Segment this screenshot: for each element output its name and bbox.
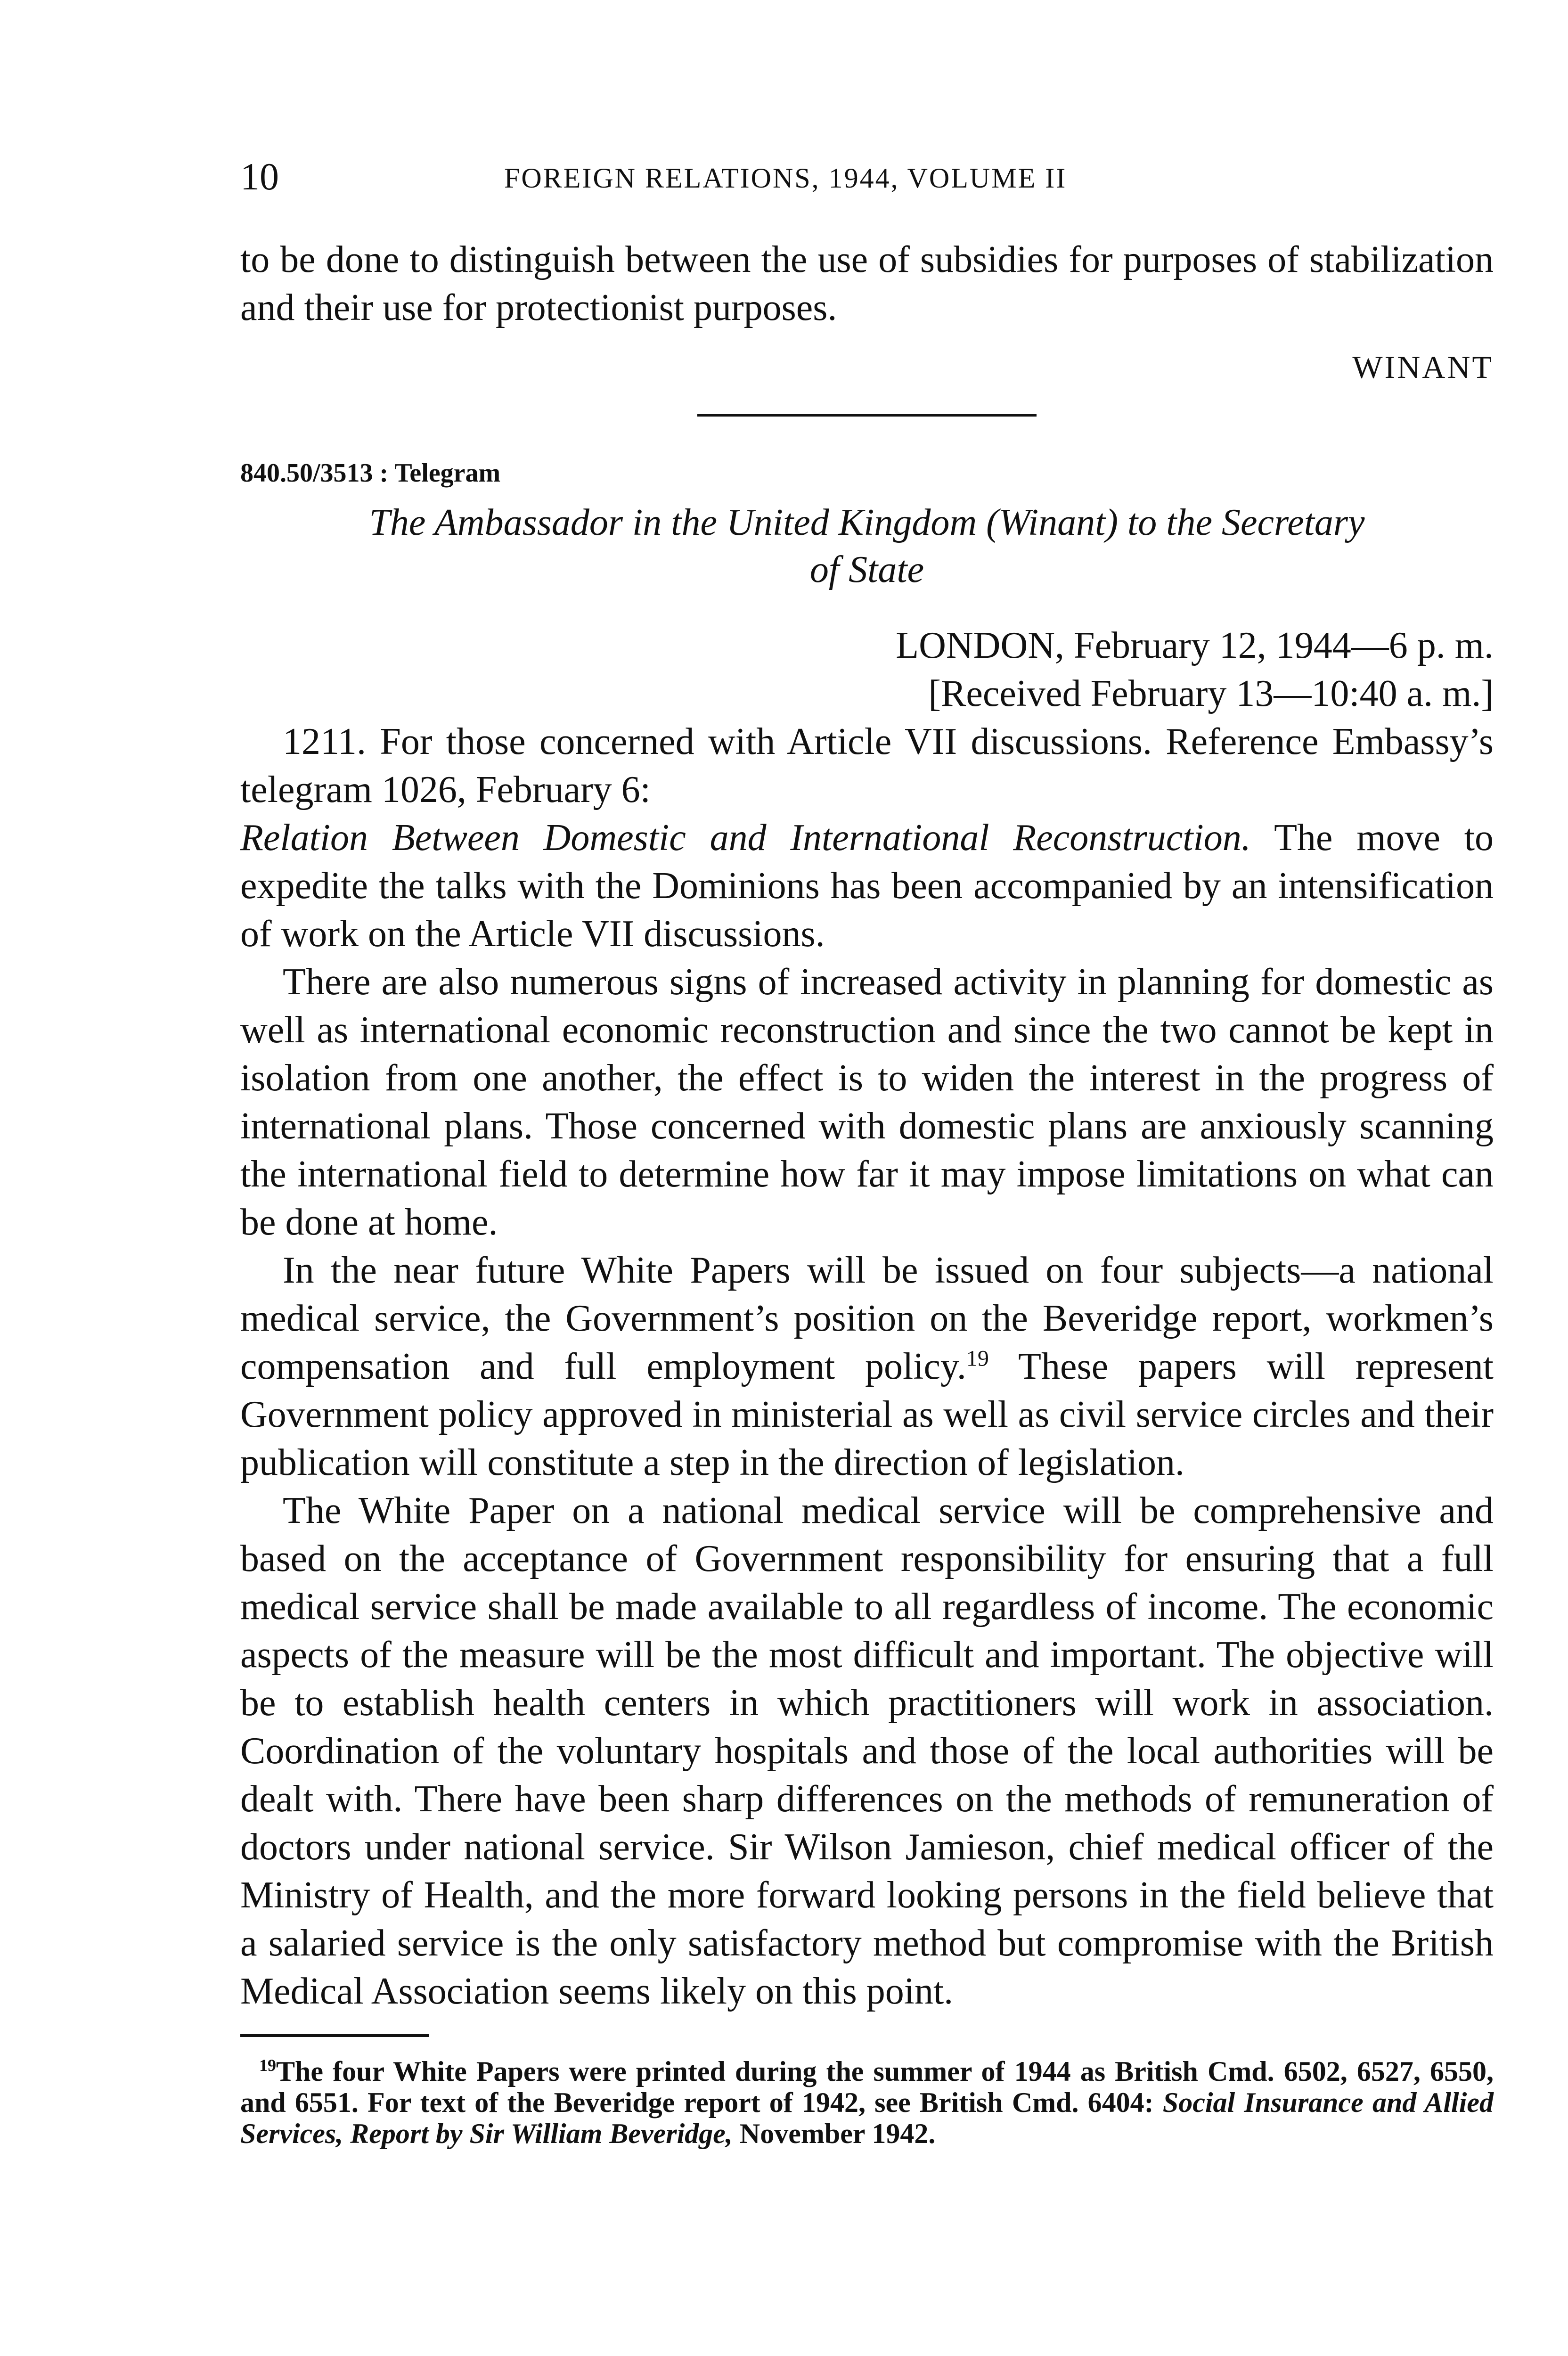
dateline: LONDON, February 12, 1944—6 p. m. — [896, 625, 1494, 666]
paragraph-1-lead: 1211. For those concerned with Article VII discussions. Reference Embassy’s telegram 1026, February 6: — [240, 721, 1494, 810]
footnote-rule — [240, 2034, 429, 2037]
footnote — [240, 2056, 1494, 2149]
running-title: FOREIGN RELATIONS, 1944, VOLUME II — [504, 163, 1067, 194]
file-reference: 840.50/3513 : Telegram — [240, 458, 501, 488]
signature: WINANT — [1352, 349, 1494, 385]
paragraph-4: The White Paper on a national medical service will be comprehensive and based on the acceptance of Government responsibility for ensuring that a full medical service shall be made available to all regardless of income. The economic aspects of the measure will be the most difficult and important. The objective will be to establish health centers in which practitioners will work in association. Coordination of the voluntary hospitals and those of the local authorities will be dealt with. There have been sharp differences on the methods of remuneration of doctors under national service. Sir Wilson Jamieson, chief medical officer of the Ministry of Health, and the more forward looking persons in the field believe that a salaried service is the only satisfactory method but compromise with the British Medical Association seems likely on this point. — [240, 1490, 1494, 2012]
footnote-text-a: The four White Papers were printed during the summer of 1944 as British Cmd. 6502, 6527, 6550, and 6551. For text of the Beveridge report of 1942, see British Cmd. 6404: — [240, 2056, 1494, 2118]
section-divider — [697, 414, 1037, 417]
document-page — [240, 155, 1494, 2149]
footnote-italic-title: Social Insurance and Allied Services, Report by Sir William Beveridge, — [240, 2087, 1494, 2149]
page-number: 10 — [240, 155, 279, 198]
paragraph-2: There are also numerous signs of increased activity in planning for domestic as well as international economic reconstruction and since the two cannot be kept in isolation from one another, the effect is to widen the interest in the progress of international plans. Those concerned with domestic plans are anxiously scanning the international field to determine how far it may impose limitations on what can be done at home. — [240, 961, 1494, 1243]
document-title-line-2: of State — [809, 549, 924, 590]
running-head — [240, 155, 1494, 198]
paragraph-1-italic-title: Relation Between Domestic and International Reconstruction. — [240, 817, 1251, 859]
document-title-line-1: The Ambassador in the United Kingdom (Winant) to the Secretary — [369, 502, 1365, 543]
paragraph-3 — [240, 1246, 1494, 1487]
paragraph-1 — [240, 718, 1494, 958]
paragraph-3-part-a: In the near future White Papers will be issued on four subjects—a national medical service, the Government’s position on the Beveridge report, workmen’s compensation and full employment policy. — [240, 1250, 1494, 1387]
footnote-number: 19 — [259, 2056, 276, 2075]
document-title — [240, 499, 1494, 593]
footnote-text-b: November 1942. — [732, 2118, 936, 2149]
received-line: [Received February 13—10:40 a. m.] — [928, 673, 1494, 714]
footnote-reference[interactable]: 19 — [966, 1346, 989, 1371]
continuation-text: to be done to distinguish between the use of subsidies for purposes of stabilization and their use for protectionist purposes. — [240, 239, 1494, 328]
paragraph-1-rest: The move to expedite the talks with the Dominions has been accompanied by an intensification of work on the Article VII discussions. — [240, 817, 1494, 955]
paragraph-3-part-b: These papers will represent Government policy approved in ministerial as well as civil service circles and their publication will constitute a step in the direction of legislation. — [240, 1346, 1494, 1483]
